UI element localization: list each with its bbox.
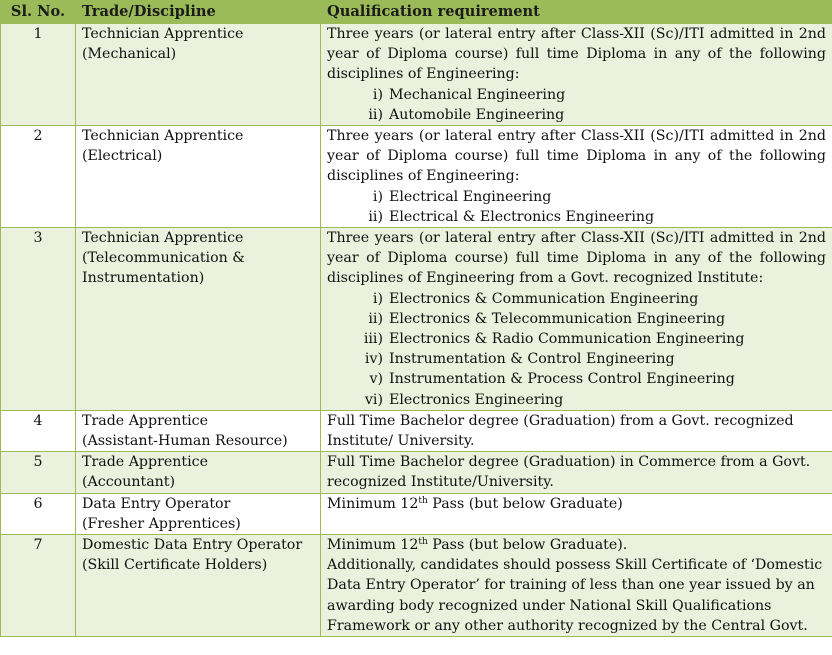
trade-subtitle: (Telecommunication &	[82, 250, 245, 267]
trade-cell	[76, 535, 321, 637]
list-number: vi)	[364, 391, 383, 408]
sl-no-cell: 2	[1, 126, 76, 228]
trade-subtitle: (Mechanical)	[82, 46, 177, 63]
table-row	[1, 493, 832, 534]
table-row	[1, 228, 832, 411]
list-item	[327, 85, 826, 105]
qualification-text-pre: Minimum 12	[327, 495, 419, 512]
trade-title: Technician Apprentice	[82, 230, 244, 247]
qualification-cell	[321, 493, 832, 534]
trade-title: Data Entry Operator	[82, 495, 231, 512]
trade-subtitle: (Skill Certificate Holders)	[82, 557, 268, 574]
list-text: Automobile Engineering	[389, 106, 565, 123]
trade-subtitle: (Assistant-Human Resource)	[82, 433, 288, 450]
trade-cell	[76, 24, 321, 126]
list-text: Electronics & Telecommunication Engineering	[389, 310, 726, 327]
qualification-text-post: Pass (but below Graduate)	[427, 495, 623, 512]
trade-title: Technician Apprentice	[82, 128, 244, 145]
table-row	[1, 535, 832, 637]
qualification-text: Full Time Bachelor degree (Graduation) in Commerce from a Govt. recognized Institute/University.	[327, 454, 811, 491]
sl-no-cell: 7	[1, 535, 76, 637]
list-number: i)	[372, 188, 383, 205]
list-item	[327, 309, 826, 329]
list-text: Instrumentation & Process Control Engineering	[389, 371, 735, 388]
qualification-text: Three years (or lateral entry after Class-XII (Sc)/ITI admitted in 2nd year of Diploma course) full time Diploma in any of the following disciplines of Engineering from a Govt. recognized Institute:	[327, 230, 826, 287]
trade-title: Trade Apprentice	[82, 412, 208, 429]
list-text: Mechanical Engineering	[389, 86, 566, 103]
qualification-cell	[321, 410, 832, 451]
qualification-cell	[321, 126, 832, 228]
ordinal-suffix: th	[418, 495, 428, 506]
list-item	[327, 369, 826, 389]
qualification-cell	[321, 535, 832, 637]
list-number: ii)	[368, 208, 383, 225]
qualification-text: Three years (or lateral entry after Class-XII (Sc)/ITI admitted in 2nd year of Diploma course) full time Diploma in any of the following disciplines of Engineering:	[327, 26, 826, 83]
trade-cell	[76, 452, 321, 493]
list-item	[327, 349, 826, 369]
qualification-text: Three years (or lateral entry after Class-XII (Sc)/ITI admitted in 2nd year of Diploma course) full time Diploma in any of the following disciplines of Engineering:	[327, 128, 826, 185]
list-item	[327, 329, 826, 349]
qualification-text	[327, 494, 826, 514]
list-item	[327, 390, 826, 410]
list-text: Electronics Engineering	[389, 391, 564, 408]
table-header-row	[1, 1, 832, 24]
sl-no-cell: 1	[1, 24, 76, 126]
list-number: iv)	[364, 351, 383, 368]
sl-no-cell: 4	[1, 410, 76, 451]
list-item	[327, 289, 826, 309]
trade-subtitle: (Accountant)	[82, 474, 176, 491]
list-text: Instrumentation & Control Engineering	[389, 351, 675, 368]
list-item	[327, 105, 826, 125]
list-number: i)	[372, 290, 383, 307]
sl-no-cell: 5	[1, 452, 76, 493]
qualification-cell	[321, 24, 832, 126]
header-sl-no: Sl. No.	[1, 1, 76, 24]
qualification-text	[327, 535, 826, 555]
trade-title: Technician Apprentice	[82, 26, 244, 42]
trade-title: Trade Apprentice	[82, 454, 208, 471]
qualification-text: Full Time Bachelor degree (Graduation) from a Govt. recognized Institute/ University.	[327, 412, 794, 450]
sl-no-cell: 6	[1, 493, 76, 534]
list-number: ii)	[368, 106, 383, 123]
table-row	[1, 24, 832, 126]
header-trade: Trade/Discipline	[76, 1, 321, 24]
header-qualification: Qualification requirement	[321, 1, 832, 24]
table-row	[1, 126, 832, 228]
sl-no-cell: 3	[1, 228, 76, 411]
list-text: Electrical Engineering	[389, 188, 552, 205]
list-item	[327, 187, 826, 207]
trade-cell	[76, 126, 321, 228]
trade-subtitle: Instrumentation)	[82, 270, 205, 287]
trade-cell	[76, 493, 321, 534]
list-number: ii)	[368, 310, 383, 327]
qualification-cell	[321, 228, 832, 411]
list-text: Electrical & Electronics Engineering	[389, 208, 655, 225]
qualification-additional-text: Additionally, candidates should possess Skill Certificate of ‘Domestic Data Entry Operator’ for training of less than one year issued by an awarding body recognized under National Skill Qualifications Framework or any other authority recognized by the Central Govt.	[327, 557, 823, 634]
list-number: i)	[372, 86, 383, 103]
table-row	[1, 410, 832, 451]
table-row	[1, 452, 832, 493]
trade-title: Domestic Data Entry Operator	[82, 537, 303, 554]
qualification-text-post: Pass (but below Graduate).	[427, 537, 628, 554]
trade-cell	[76, 410, 321, 451]
trade-cell	[76, 228, 321, 411]
list-number: v)	[369, 371, 383, 388]
list-number: iii)	[363, 331, 383, 348]
ordinal-suffix: th	[418, 537, 428, 548]
qualification-cell	[321, 452, 832, 493]
trade-subtitle: (Fresher Apprentices)	[82, 515, 241, 532]
list-text: Electronics & Communication Engineering	[389, 290, 699, 307]
qualification-text-pre: Minimum 12	[327, 537, 419, 554]
trade-subtitle: (Electrical)	[82, 148, 163, 165]
list-text: Electronics & Radio Communication Engineering	[389, 331, 745, 348]
list-item	[327, 207, 826, 227]
